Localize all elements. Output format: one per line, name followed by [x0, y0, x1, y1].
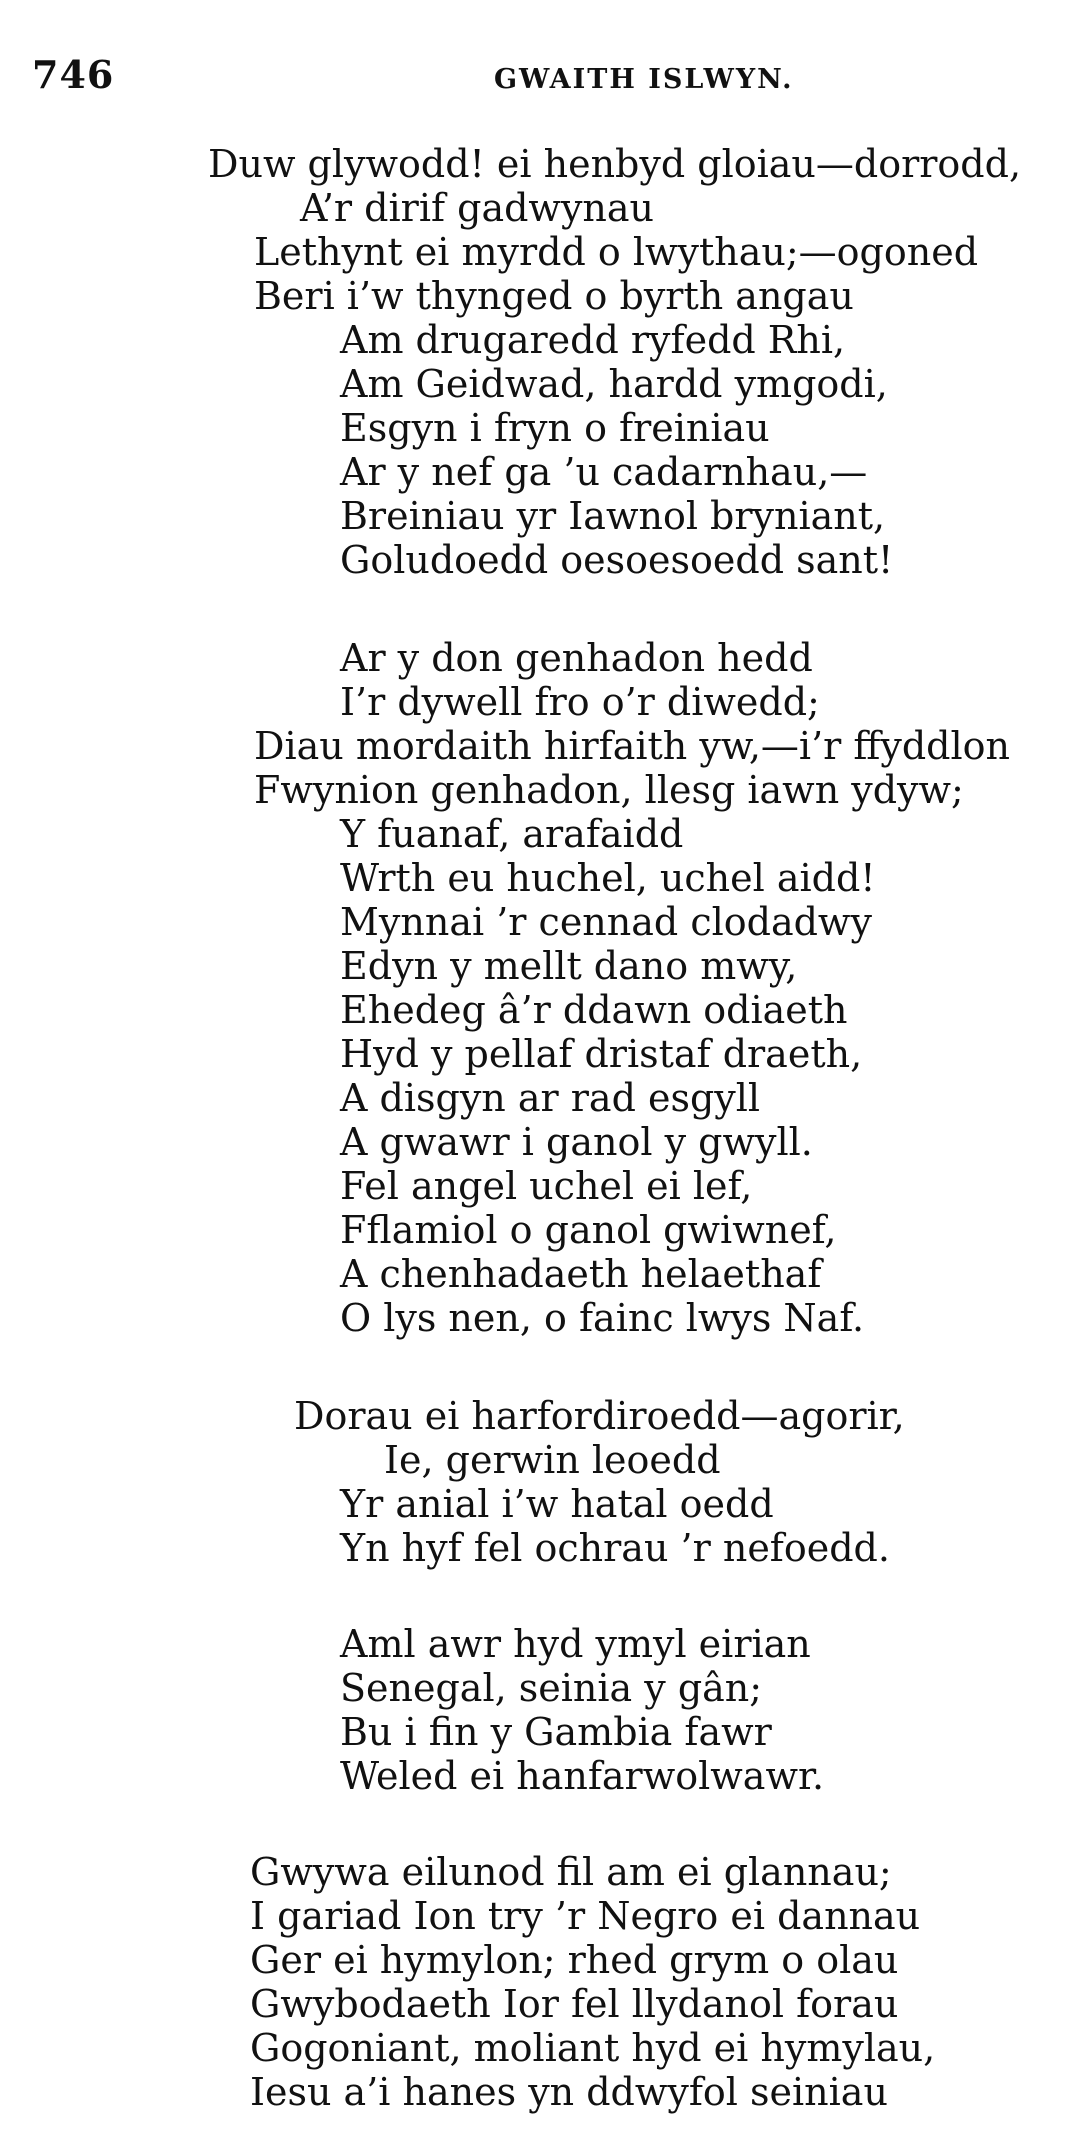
poem-line: Gogoniant, moliant hyd ei hymylau, — [250, 2026, 936, 2070]
poem-line: Breiniau yr Iawnol bryniant, — [340, 494, 886, 538]
poem-line: Fflamiol o ganol gwiwnef, — [340, 1208, 837, 1252]
poem-line: Am drugaredd ryfedd Rhi, — [340, 318, 846, 362]
poem-line: Hyd y pellaf dristaf draeth, — [340, 1032, 863, 1076]
poem-line: Y fuanaf, arafaidd — [340, 812, 684, 856]
poem-line: Aml awr hyd ymyl eirian — [340, 1622, 811, 1666]
poem-line: Ar y nef ga ’u cadarnhau,— — [340, 450, 868, 494]
poem-line: A disgyn ar rad esgyll — [340, 1076, 761, 1120]
poem-line: O lys nen, o fainc lwys Naf. — [340, 1296, 865, 1340]
poem-line: Am Geidwad, hardd ymgodi, — [340, 362, 888, 406]
poem-line: I’r dywell fro o’r diwedd; — [340, 680, 820, 724]
poem-line: Wrth eu huchel, uchel aidd! — [340, 856, 876, 900]
poem-line: Duw glywodd! ei henbyd gloiau—dorrodd, — [208, 142, 1022, 186]
poem-line: Ar y don genhadon hedd — [340, 636, 813, 680]
poem-line: Fwynion genhadon, llesg iawn ydyw; — [254, 768, 964, 812]
poem-line: I gariad Ion try ’r Negro ei dannau — [250, 1894, 921, 1938]
poem-line: Edyn y mellt dano mwy, — [340, 944, 798, 988]
poem-line: Dorau ei harfordiroedd—agorir, — [294, 1394, 905, 1438]
poem-line: Diau mordaith hirfaith yw,—i’r ffyddlon — [254, 724, 1011, 768]
running-head: GWAITH ISLWYN. — [494, 64, 794, 95]
poem-line: Fel angel uchel ei lef, — [340, 1164, 753, 1208]
poem-line: Goludoedd oesoesoedd sant! — [340, 538, 894, 582]
poem-line: Yr anial i’w hatal oedd — [340, 1482, 774, 1526]
poem-line: Ehedeg â’r ddawn odiaeth — [340, 988, 848, 1032]
poem-line: A chenhadaeth helaethaf — [340, 1252, 822, 1296]
poem-line: Gwybodaeth Ior fel llydanol forau — [250, 1982, 899, 2026]
page-number: 746 — [32, 52, 115, 97]
poem-line: Yn hyf fel ochrau ’r nefoedd. — [340, 1526, 890, 1570]
poem-line: Bu i fin y Gambia fawr — [340, 1710, 772, 1754]
poem-line: Mynnai ’r cennad clodadwy — [340, 900, 872, 944]
poem-line: Beri i’w thynged o byrth angau — [254, 274, 854, 318]
poem-line: Lethynt ei myrdd o lwythau;—ogoned — [254, 230, 979, 274]
poem-line: Esgyn i fryn o freiniau — [340, 406, 770, 450]
poem-line: Weled ei hanfarwolwawr. — [340, 1754, 825, 1798]
poem-line: A gwawr i ganol y gwyll. — [340, 1120, 813, 1164]
poem-line: Senegal, seinia y gân; — [340, 1666, 763, 1710]
poem-line: A’r dirif gadwynau — [300, 186, 655, 230]
poem-line: Iesu a’i hanes yn ddwyfol seiniau — [250, 2070, 888, 2114]
poem-line: Ger ei hymylon; rhed grym o olau — [250, 1938, 899, 1982]
poem-line: Ie, gerwin leoedd — [384, 1438, 721, 1482]
poem-line: Gwywa eilunod fil am ei glannau; — [250, 1850, 892, 1894]
